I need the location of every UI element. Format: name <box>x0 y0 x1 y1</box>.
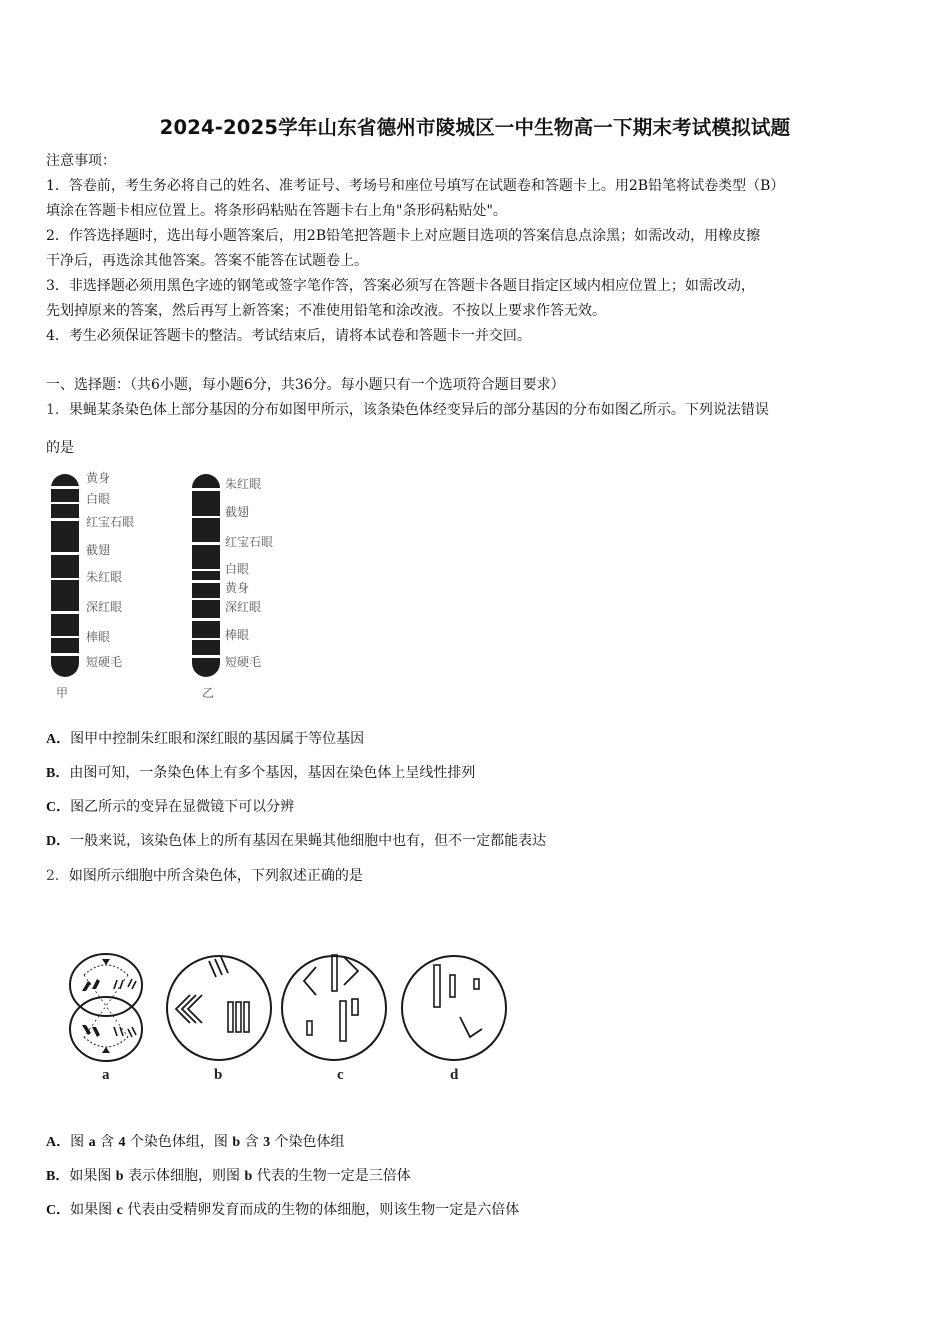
chromosome-jia <box>51 474 79 677</box>
chromosome-figure <box>46 468 296 704</box>
gene-label: 深红眼 <box>225 600 262 614</box>
notice-line: 先划掉原来的答案，然后再写上新答案；不准使用铅笔和涂改液。不按以上要求作答无效。 <box>46 303 606 319</box>
option-c[interactable]: C．如果图 c 代表由受精卵发育而成的生物的体细胞，则该生物一定是六倍体 <box>46 1202 520 1218</box>
cell-label-d: d <box>450 1067 459 1083</box>
notice-line: 干净后，再选涂其他答案。答案不能答在试题卷上。 <box>46 253 368 269</box>
option-b[interactable]: B．由图可知，一条染色体上有多个基因，基因在染色体上呈线性排列 <box>46 765 476 781</box>
notice-line: 1．答卷前，考生务必将自己的姓名、准考证号、考场号和座位号填写在试题卷和答题卡上。用2B铅笔将试卷类型（B） <box>46 178 785 194</box>
gene-label: 红宝石眼 <box>86 515 135 529</box>
gene-label: 白眼 <box>225 562 250 576</box>
gene-label: 短硬毛 <box>225 655 262 669</box>
cell-label-b: b <box>214 1067 223 1083</box>
option-b[interactable]: B．如果图 b 表示体细胞，则图 b 代表的生物一定是三倍体 <box>46 1168 411 1184</box>
option-d[interactable]: D．一般来说，该染色体上的所有基因在果蝇其他细胞中也有，但不一定都能表达 <box>46 833 547 849</box>
question-number: 2． <box>46 868 69 884</box>
cell-c <box>282 955 386 1060</box>
notice-line: 4．考生必须保证答题卡的整洁。考试结束后，请将本试卷和答题卡一并交回。 <box>46 328 531 344</box>
page-title: 2024-2025学年山东省德州市陵城区一中生物高一下期末考试模拟试题 <box>159 116 791 139</box>
figure-label-yi: 乙 <box>202 686 215 700</box>
question-1-stem-cont: 的是 <box>46 440 74 456</box>
gene-label: 红宝石眼 <box>225 535 274 549</box>
question-2-stem <box>46 868 363 884</box>
option-a[interactable]: A．图甲中控制朱红眼和深红眼的基因属于等位基因 <box>46 731 365 747</box>
cell-d <box>402 956 506 1060</box>
option-c[interactable]: C．图乙所示的变异在显微镜下可以分辨 <box>46 799 295 815</box>
question-number: 1． <box>46 402 69 418</box>
cell-label-a: a <box>102 1067 110 1083</box>
gene-label: 黄身 <box>86 471 111 485</box>
option-a[interactable]: A．图 a 含 4 个染色体组，图 b 含 3 个染色体组 <box>46 1134 345 1150</box>
chromosome-yi <box>192 474 220 677</box>
gene-label: 短硬毛 <box>86 655 123 669</box>
gene-label: 棒眼 <box>86 630 111 644</box>
notice-heading: 注意事项： <box>46 153 116 169</box>
gene-label: 白眼 <box>86 492 111 506</box>
cell-b <box>167 956 271 1060</box>
notice-line: 3．非选择题必须用黑色字迹的钢笔或签字笔作答，答案必须写在答题卡各题目指定区域内相应位置上；如需改动， <box>46 278 755 294</box>
figure-label-jia: 甲 <box>56 686 69 700</box>
gene-label: 棒眼 <box>225 628 250 642</box>
cell-a <box>70 954 142 1061</box>
cell-label-c: c <box>337 1067 344 1083</box>
gene-label: 朱红眼 <box>86 570 123 584</box>
question-1-stem <box>46 402 769 418</box>
question-text: 如图所示细胞中所含染色体，下列叙述正确的是 <box>68 868 363 884</box>
gene-label: 黄身 <box>225 581 250 595</box>
section-heading: 一、选择题：（共6小题，每小题6分，共36分。每小题只有一个选项符合题目要求） <box>46 377 565 393</box>
notice-line: 填涂在答题卡相应位置上。将条形码粘贴在答题卡右上角"条形码粘贴处"。 <box>46 203 507 219</box>
cell-figure <box>64 945 524 1085</box>
gene-label: 截翅 <box>86 543 111 557</box>
gene-label: 朱红眼 <box>225 477 262 491</box>
notice-line: 2．作答选择题时，选出每小题答案后，用2B铅笔把答题卡上对应题目选项的答案信息点涂黑；如需改动，用橡皮擦 <box>46 228 761 244</box>
gene-label: 深红眼 <box>86 600 123 614</box>
question-text: 果蝇某条染色体上部分基因的分布如图甲所示，该条染色体经变异后的部分基因的分布如图乙所示。下列说法错误 <box>68 402 769 418</box>
gene-label: 截翅 <box>225 505 250 519</box>
